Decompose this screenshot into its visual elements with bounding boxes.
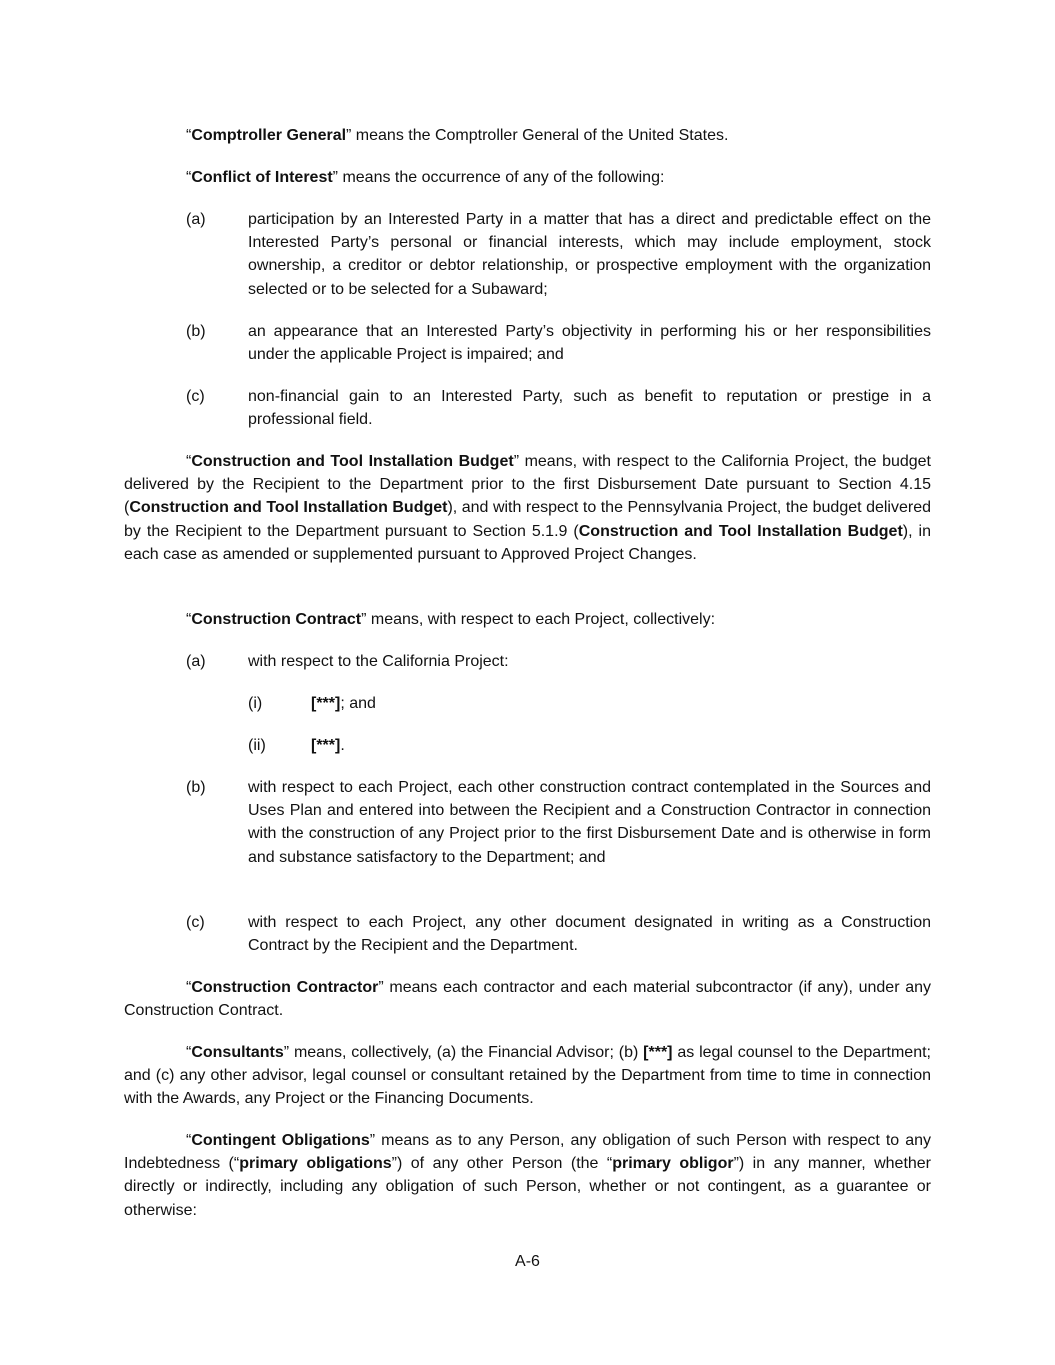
definition-comptroller-general: “Comptroller General” means the Comptroller General of the United States.: [186, 127, 729, 144]
defined-term: Contingent Obligations: [191, 1132, 370, 1149]
defined-term: Conflict of Interest: [191, 169, 333, 186]
list-item: non-financial gain to an Interested Party, such as benefit to reputation or prestige in a professional field.: [248, 388, 931, 429]
list-label: (a): [186, 211, 206, 228]
page-number: A-6: [515, 1253, 540, 1270]
list-label: (b): [186, 779, 206, 796]
sublist-item: [***].: [311, 737, 345, 754]
defined-term: primary obligations: [239, 1155, 392, 1173]
list-label: (a): [186, 653, 206, 670]
defined-term: Comptroller General: [191, 127, 347, 144]
bold-reference: Construction and Tool Installation Budget: [129, 499, 448, 517]
definition-conflict-of-interest: “Conflict of Interest” means the occurrence of any of the following:: [186, 169, 665, 186]
bold-reference: Construction and Tool Installation Budget: [578, 522, 903, 540]
defined-term: Consultants: [191, 1044, 284, 1061]
list-label: (c): [186, 914, 205, 931]
defined-term: Construction Contractor: [191, 979, 379, 996]
definition-contingent-obligations: “Contingent Obligations” means as to any Person, any obligation of such Person with respect to any Indebtedness (“primary obligations”) of any other Person (the “primary obligor”) in any manner, whether directly or indirectly, including any obligation of such Person, whether or not contingent, as a guarantee or otherwise:: [124, 1132, 932, 1219]
redacted-text: [***]: [311, 695, 341, 712]
list-item: participation by an Interested Party in a matter that has a direct and predictable effect on the Interested Party’s personal or financial interests, which may include employment, stock ownership, a creditor or debtor relationship, or prospective employment with the organization selected or to be selected for a Subaward;: [248, 211, 931, 298]
defined-term: primary obligor: [612, 1155, 734, 1173]
definition-construction-contractor: “Construction Contractor” means each contractor and each material subcontractor (if any), under any Construction Contract.: [124, 979, 932, 1020]
redacted-text: [***]: [311, 737, 341, 754]
list-item: with respect to the California Project:: [248, 653, 509, 670]
sublist-label: (ii): [248, 737, 266, 754]
list-label: (b): [186, 323, 206, 340]
definition-consultants: “Consultants” means, collectively, (a) the Financial Advisor; (b) [***] as legal counsel to the Department; and (c) any other advisor, legal counsel or consultant retained by the Department from time to time in connection with the Awards, any Project or the Financing Documents.: [124, 1044, 931, 1108]
definition-construction-contract: “Construction Contract” means, with respect to each Project, collectively:: [186, 611, 716, 628]
defined-term: Construction Contract: [191, 611, 362, 628]
definition-construction-and-tool-installation-budget: “Construction and Tool Installation Budget” means, with respect to the California Project, the budget delivered by the Recipient to the Department prior to the first Disbursement Date pursuant to Section 4.15 (Construction and Tool Installation Budget), and with respect to the Pennsylvania Project, the budget delivered by the Recipient to the Department pursuant to Section 5.1.9 (Construction and Tool Installation Budget), in each case as amended or supplemented pursuant to Approved Project Changes.: [124, 453, 932, 563]
list-label: (c): [186, 388, 205, 405]
list-item: an appearance that an Interested Party’s objectivity in performing his or her responsibilities under the applicable Project is impaired; and: [248, 323, 931, 364]
sublist-label: (i): [248, 695, 263, 712]
redacted-text: [***]: [643, 1044, 673, 1061]
list-item: with respect to each Project, each other construction contract contemplated in the Sources and Uses Plan and entered into between the Recipient and a Construction Contractor in connection with the construction of any Project prior to the first Disbursement Date and is otherwise in form and substance satisfactory to the Department; and: [248, 779, 931, 866]
list-item: with respect to each Project, any other document designated in writing as a Construction Contract by the Recipient and the Department.: [248, 914, 931, 955]
defined-term: Construction and Tool Installation Budget: [191, 453, 514, 470]
sublist-item: [***]; and: [311, 695, 376, 712]
